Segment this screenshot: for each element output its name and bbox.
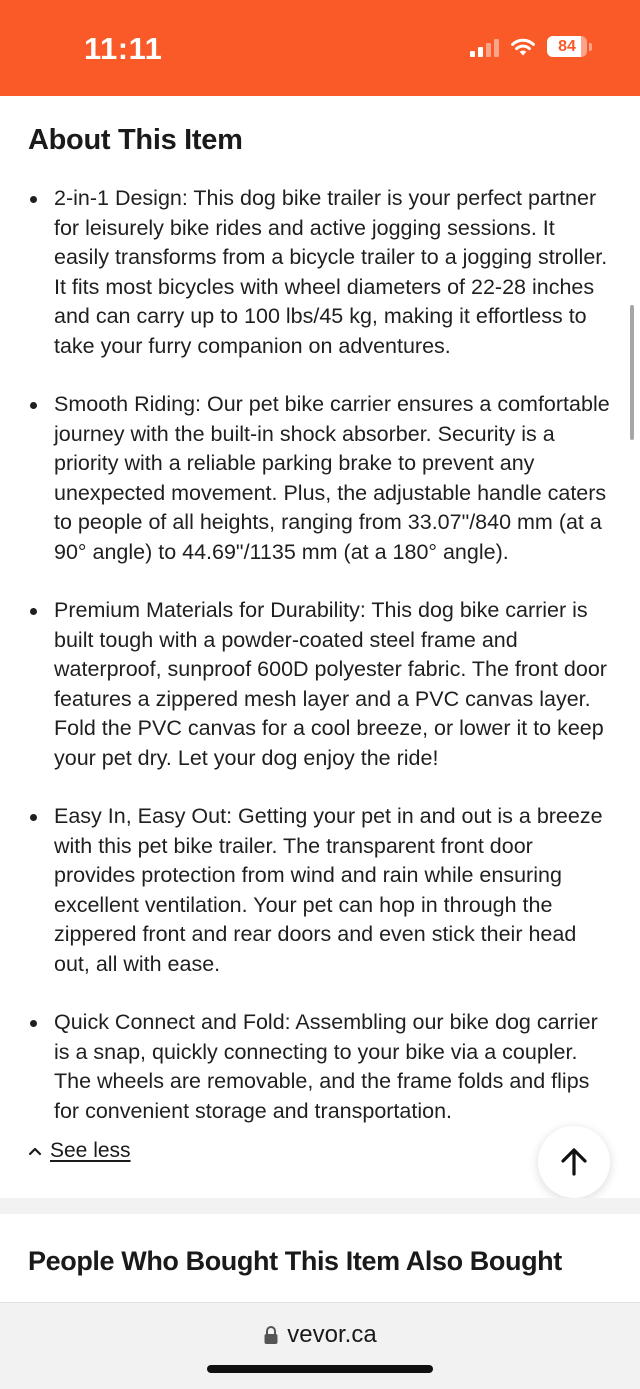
- bullet-icon: [30, 402, 37, 409]
- scrollbar[interactable]: [630, 305, 634, 440]
- about-section-title: About This Item: [28, 124, 243, 156]
- feature-item: [0, 184, 640, 361]
- url-text: vevor.ca: [287, 1321, 377, 1348]
- back-to-top-button[interactable]: [538, 1126, 610, 1198]
- browser-address-bar: [0, 1302, 640, 1389]
- bullet-icon: [30, 1020, 37, 1027]
- see-less-label: See less: [50, 1139, 131, 1162]
- bullet-icon: [30, 196, 37, 203]
- feature-text: Quick Connect and Fold: Assembling our bike dog carrier is a snap, quickly connecting to your bike via a coupler. The wheels are removable, and the frame folds and flips for convenient storage and transportation.: [54, 1010, 598, 1123]
- feature-item: [0, 596, 640, 773]
- lock-icon: [263, 1325, 279, 1345]
- battery-icon: [547, 36, 587, 57]
- battery-cap: [589, 43, 592, 51]
- section-divider: [0, 1198, 640, 1214]
- home-indicator[interactable]: [207, 1365, 433, 1373]
- feature-text: Premium Materials for Durability: This dog bike carrier is built tough with a powder-coated steel frame and waterproof, sunproof 600D polyester fabric. The front door features a zippered mesh layer and a PVC canvas layer. Fold the PVC canvas for a cool breeze, or lower it to keep your pet dry. Let your dog enjoy the ride!: [54, 598, 607, 770]
- url-display[interactable]: [0, 1321, 640, 1349]
- feature-item: [0, 390, 640, 567]
- cellular-signal-icon: [470, 37, 499, 57]
- wifi-icon: [509, 37, 537, 57]
- arrow-up-icon: [558, 1146, 590, 1178]
- feature-list: [0, 184, 640, 1155]
- bullet-icon: [30, 608, 37, 615]
- also-bought-section-title: People Who Bought This Item Also Bought: [28, 1246, 562, 1276]
- status-time: 11:11: [84, 31, 163, 66]
- bullet-icon: [30, 814, 37, 821]
- feature-text: Smooth Riding: Our pet bike carrier ensures a comfortable journey with the built-in shock absorber. Security is a priority with a reliable parking brake to prevent any unexpected movement. Plus, the adjustable handle caters to people of all heights, ranging from 33.07"/840 mm (at a 90° angle) to 44.69"/1135 mm (at a 180° angle).: [54, 392, 610, 564]
- feature-text: 2-in-1 Design: This dog bike trailer is your perfect partner for leisurely bike rides and active jogging sessions. It easily transforms from a bicycle trailer to a jogging stroller. It fits most bicycles with wheel diameters of 22-28 inches and can carry up to 100 lbs/45 kg, making it effortless to take your furry companion on adventures.: [54, 186, 608, 358]
- chevron-up-icon: [28, 1146, 42, 1156]
- feature-text: Easy In, Easy Out: Getting your pet in and out is a breeze with this pet bike trailer. The transparent front door provides protection from wind and rain while ensuring excellent ventilation. Your pet can hop in through the zippered front and rear doors and even stick their head out, all with ease.: [54, 804, 603, 976]
- feature-item: [0, 802, 640, 979]
- status-bar: [0, 0, 640, 96]
- status-icons: [470, 36, 592, 57]
- battery-level: 84: [558, 37, 576, 55]
- feature-item: [0, 1008, 640, 1126]
- see-less-link[interactable]: [28, 1139, 131, 1163]
